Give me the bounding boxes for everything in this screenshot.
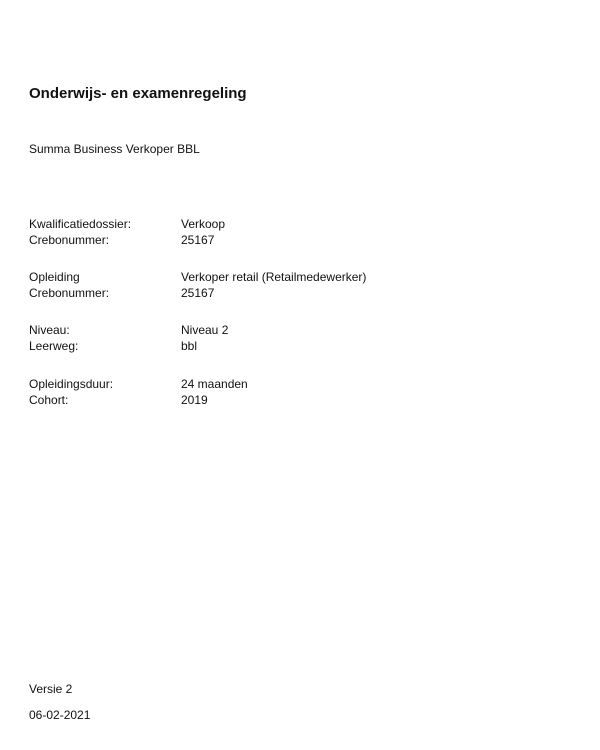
info-value: 25167 [181, 286, 215, 300]
page-title: Onderwijs- en examenregeling [29, 85, 247, 102]
info-label: Kwalificatiedossier: [29, 217, 132, 231]
info-label: Crebonummer: [29, 233, 110, 247]
info-value: bbl [181, 339, 198, 353]
version-label: Versie 2 [29, 682, 73, 696]
info-row [29, 322, 479, 338]
duration-block [29, 376, 479, 408]
info-label: Opleiding [29, 270, 80, 284]
info-value: 25167 [181, 233, 215, 247]
info-row [29, 376, 479, 392]
info-row [29, 338, 479, 354]
info-row [29, 216, 479, 232]
info-value: 24 maanden [181, 377, 248, 391]
info-label: Cohort: [29, 393, 69, 407]
qualification-block [29, 216, 479, 248]
level-block [29, 322, 479, 354]
info-row [29, 285, 479, 301]
info-row [29, 392, 479, 408]
info-label: Opleidingsduur: [29, 377, 114, 391]
program-name: Summa Business Verkoper BBL [29, 142, 200, 156]
document-date: 06-02-2021 [29, 708, 91, 722]
info-value: Verkoop [181, 217, 226, 231]
info-label: Leerweg: [29, 339, 79, 353]
info-row [29, 269, 479, 285]
info-value: Verkoper retail (Retailmedewerker) [181, 270, 367, 284]
info-label: Crebonummer: [29, 286, 110, 300]
info-value: Niveau 2 [181, 323, 229, 337]
info-value: 2019 [181, 393, 208, 407]
program-block [29, 269, 479, 301]
info-label: Niveau: [29, 323, 70, 337]
info-row [29, 232, 479, 248]
